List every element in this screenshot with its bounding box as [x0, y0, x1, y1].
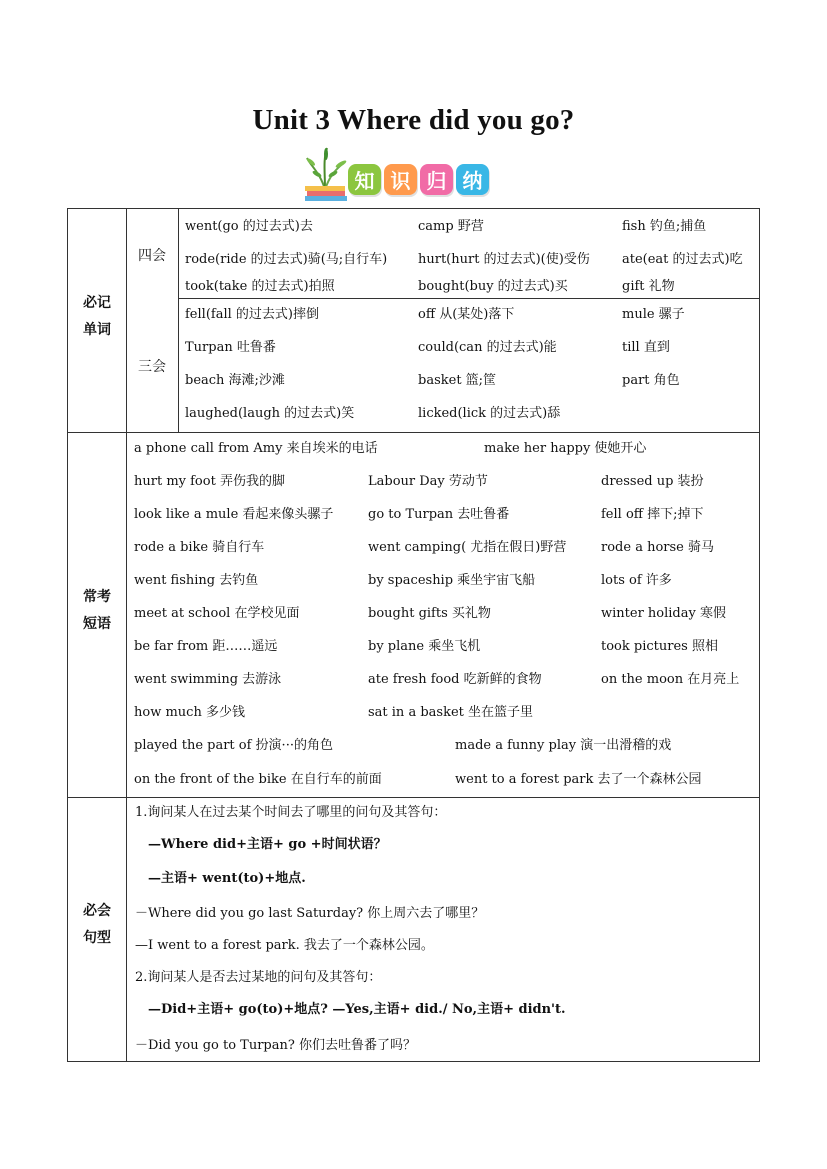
vocab-cell: Turpan 吐鲁番 [185, 340, 276, 355]
banner-char: 知 [348, 164, 381, 195]
vocab-cell: could(can 的过去式)能 [418, 340, 557, 355]
vocab-cell: part 角色 [622, 373, 680, 388]
vocab-cell: till 直到 [622, 340, 670, 355]
phrase-cell: look like a mule 看起来像头骡子 [134, 507, 334, 522]
vocab-cell: hurt(hurt 的过去式)(使)受伤 [418, 252, 590, 267]
phrase-cell: took pictures 照相 [601, 639, 718, 654]
knowledge-summary-banner [303, 146, 503, 202]
phrase-cell: sat in a basket 坐在篮子里 [368, 705, 533, 720]
sentence-pattern: —Where did+主语+ go +时间状语？ [148, 837, 387, 852]
phrase-cell: ate fresh food 吃新鲜的食物 [368, 672, 542, 687]
summary-table [67, 208, 760, 1062]
phrase-cell: go to Turpan 去吐鲁番 [368, 507, 510, 522]
vocab-cell: rode(ride 的过去式)骑(马;自行车) [185, 252, 388, 267]
phrase-cell: went swimming 去游泳 [134, 672, 282, 687]
section-label-vocab: 必记 单词 [83, 295, 111, 338]
phrase-cell: how much 多少钱 [134, 705, 245, 720]
phrase-cell: hurt my foot 弄伤我的脚 [134, 474, 285, 489]
plant-books-icon [303, 146, 353, 202]
phrase-cell: Labour Day 劳动节 [368, 474, 488, 489]
vocab-cell: went(go 的过去式)去 [185, 219, 313, 234]
vocab-cell: basket 篮;筐 [418, 373, 497, 388]
group-label-three: 三会 [138, 359, 166, 375]
sentence-example: －Did you go to Turpan? 你们去吐鲁番了吗？ [135, 1038, 416, 1053]
sentence-pattern: —Did+主语+ go(to)+地点? —Yes,主语+ did./ No,主语+ didn't. [148, 1002, 566, 1017]
vocab-cell: camp 野营 [418, 219, 484, 234]
phrase-cell: went camping( 尤指在假日)野营 [368, 540, 567, 555]
vocab-cell: fell(fall 的过去式)摔倒 [185, 307, 319, 322]
phrase-cell: rode a bike 骑自行车 [134, 540, 265, 555]
phrase-cell: on the front of the bike 在自行车的前面 [134, 772, 382, 787]
vocab-cell: off 从(某处)落下 [418, 307, 515, 322]
phrase-cell: went to a forest park 去了一个森林公园 [455, 772, 702, 787]
sentence-pattern: —主语+ went(to)+地点. [148, 871, 306, 886]
section-label-sentences: 必会 句型 [83, 903, 111, 946]
phrase-cell: bought gifts 买礼物 [368, 606, 491, 621]
phrase-cell: made a funny play 演一出滑稽的戏 [455, 738, 672, 753]
vocab-cell: laughed(laugh 的过去式)笑 [185, 406, 355, 421]
sentence-example: —I went to a forest park. 我去了一个森林公园。 [135, 938, 434, 953]
phrase-cell: rode a horse 骑马 [601, 540, 714, 555]
page-title: Unit 3 Where did you go? [252, 104, 575, 136]
vocab-cell: fish 钓鱼;捕鱼 [622, 219, 707, 234]
group-label-four: 四会 [138, 248, 166, 264]
phrase-cell: a phone call from Amy 来自埃米的电话 [134, 441, 378, 456]
phrase-cell: went fishing 去钓鱼 [134, 573, 259, 588]
vocab-cell: licked(lick 的过去式)舔 [418, 406, 561, 421]
sentence-example: －Where did you go last Saturday? 你上周六去了哪里？ [135, 906, 485, 921]
vocab-cell: gift 礼物 [622, 279, 675, 294]
vocab-cell: mule 骡子 [622, 307, 685, 322]
banner-char: 识 [384, 164, 417, 195]
vocab-cell: took(take 的过去式)拍照 [185, 279, 335, 294]
phrase-cell: be far from 距……遥远 [134, 639, 278, 654]
banner-char: 归 [420, 164, 453, 195]
phrase-cell: on the moon 在月亮上 [601, 672, 740, 687]
phrase-cell: fell off 摔下;掉下 [601, 507, 704, 522]
phrase-cell: winter holiday 寒假 [601, 606, 726, 621]
phrase-cell: make her happy 使她开心 [484, 441, 647, 456]
phrase-cell: by spaceship 乘坐宇宙飞船 [368, 573, 536, 588]
phrase-cell: lots of 许多 [601, 573, 672, 588]
vocab-cell: ate(eat 的过去式)吃 [622, 252, 743, 267]
phrase-cell: meet at school 在学校见面 [134, 606, 300, 621]
sentence-heading: 1.询问某人在过去某个时间去了哪里的问句及其答句： [135, 805, 447, 820]
banner-char: 纳 [456, 164, 489, 195]
vocab-cell: bought(buy 的过去式)买 [418, 279, 568, 294]
vocab-cell: beach 海滩;沙滩 [185, 373, 285, 388]
section-label-phrases: 常考 短语 [83, 589, 111, 632]
sentence-heading: 2.询问某人是否去过某地的问句及其答句： [135, 970, 382, 985]
phrase-cell: by plane 乘坐飞机 [368, 639, 481, 654]
phrase-cell: played the part of 扮演···的角色 [134, 738, 333, 753]
phrase-cell: dressed up 装扮 [601, 474, 704, 489]
